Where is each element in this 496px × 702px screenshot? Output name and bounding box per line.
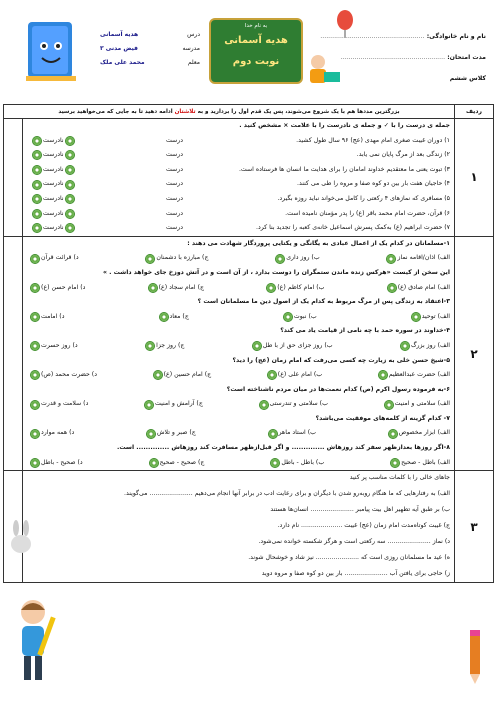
mc-option[interactable] — [260, 397, 328, 412]
gear-icon — [31, 255, 39, 263]
true-label: درست — [165, 180, 183, 188]
exam-title: هدیه آسمانی — [224, 35, 288, 46]
true-label: درست — [165, 136, 183, 144]
true-option[interactable] — [166, 192, 183, 207]
false-label: نادرست — [43, 151, 64, 159]
mc-option[interactable] — [385, 397, 450, 412]
true-option[interactable] — [166, 207, 183, 222]
mc-option-label: ب) نبوت — [293, 312, 317, 320]
true-label: درست — [165, 224, 183, 232]
fill-blank-item[interactable]: د) نماز ...................... سه رکعتی است و هرگز شکسته خوانده نمی‌شود. — [258, 537, 450, 545]
mc-option[interactable] — [267, 281, 324, 296]
class-label: کلاس ششم — [449, 75, 486, 82]
gear-icon — [31, 342, 39, 350]
mc-option-label: ب) باطل - باطل — [281, 458, 325, 466]
tf-statement: ۷) حضرت ابراهیم (ع) به‌کمک پسرش اسماعیل خانه‌ی کعبه را تجدید بنا کرد. — [256, 224, 450, 232]
mc-option-label: ج) صحیح - صحیح — [159, 458, 205, 466]
tf-options — [23, 134, 183, 149]
fill-blank-item[interactable]: ز) حاجی برای یافتن آب ...................... بار بین دو کوه صفا و مروه دوید — [261, 569, 450, 577]
gear-icon — [33, 166, 41, 174]
false-label: نادرست — [43, 224, 64, 232]
table-header — [4, 105, 493, 119]
mc-options — [23, 397, 454, 412]
mc-option-label: د) همه موارد — [41, 429, 75, 437]
tf-statement: ۳) تبوت یعنی ما معتقدیم خداوند امامان را برای هدایت ما انسان ها فرستاده است. — [238, 165, 450, 173]
gear-icon — [33, 181, 41, 189]
mc-option-label: ج) معاد — [169, 312, 189, 320]
mc-option[interactable] — [269, 426, 316, 441]
mc-option[interactable] — [379, 368, 450, 383]
duration-label: مدت امتحان: — [447, 54, 486, 61]
mc-option[interactable] — [31, 281, 85, 296]
instructions — [4, 109, 454, 115]
mc-option[interactable] — [271, 456, 324, 471]
mc-option[interactable] — [160, 310, 189, 325]
mc-question: ۶-به فرموده رسول اکرم (ص) کدام نعمت‌ها در میان مردم ناشناخته است؟ — [226, 385, 450, 393]
false-option[interactable] — [33, 192, 74, 207]
mc-question: ۷- کدام گزینه از کلمه‌های موفقیت می‌باشد؟ — [315, 414, 450, 422]
duration-field[interactable]: ..................................................... — [340, 54, 446, 61]
gear-icon — [271, 459, 279, 467]
true-label: درست — [165, 209, 183, 217]
fill-blank-item[interactable]: ج) غیبت کوتاه‌مدت امام زمان (عج) غیبت ..................... نام دارد. — [277, 521, 450, 529]
mc-option-label: د) قرائت قرآن — [41, 254, 79, 262]
gear-icon — [31, 371, 39, 379]
instructions-highlight: تلاشتان — [174, 108, 196, 115]
gear-icon — [33, 137, 41, 145]
mc-options — [23, 251, 454, 266]
section-3 — [4, 471, 493, 582]
mc-option-label: ب) روز جزای حق از با طل — [262, 341, 333, 349]
tf-item — [23, 177, 454, 192]
mc-option[interactable] — [154, 368, 212, 383]
instructions-part-b: ادامه دهید تا به جایی که می‌خواهید برسید — [58, 108, 173, 115]
tf-options — [23, 192, 183, 207]
mc-option-label: ب) روز داری — [286, 254, 320, 262]
gear-icon — [146, 255, 154, 263]
mc-options — [23, 368, 454, 383]
gear-icon — [66, 210, 74, 218]
tf-statement: ۶) قرآن، حضرت امام محمد باقر (ع) را پدر مؤمنان نامیده است. — [285, 209, 450, 217]
mc-option[interactable] — [391, 456, 450, 471]
tf-options — [23, 221, 183, 236]
false-label: نادرست — [43, 180, 64, 188]
gear-icon — [389, 430, 397, 438]
false-option[interactable] — [33, 148, 74, 163]
mc-option[interactable] — [387, 251, 450, 266]
bismillah: به نام خدا — [244, 23, 268, 29]
true-label: درست — [165, 165, 183, 173]
gear-icon — [149, 284, 157, 292]
gear-icon — [66, 195, 74, 203]
mc-option[interactable] — [401, 339, 450, 354]
tf-item — [23, 221, 454, 236]
section-1 — [4, 119, 493, 237]
gear-icon — [66, 137, 74, 145]
mc-option-label: الف) ابزار مخصوص — [398, 429, 450, 437]
mc-option-label: ج) صبر و تلاش — [156, 429, 196, 437]
mc-question: ۳-اعتقاد به زندگی پس از مرگ مربوط به کدام یک از اصول دین ما مسلمانان است ؟ — [197, 298, 450, 306]
tf-item — [23, 163, 454, 178]
mc-options — [23, 281, 454, 296]
true-label: درست — [165, 151, 183, 159]
mc-option-label: ب) امام کاظم (ع) — [277, 283, 325, 291]
mc-option-label: الف) امام صادق (ع) — [397, 283, 450, 291]
gear-icon — [33, 151, 41, 159]
true-label: درست — [165, 194, 183, 202]
mc-question: ۴-خداوند در سوره حمد با چه نامی از قیامت یاد می کند؟ — [280, 327, 450, 335]
gear-icon — [154, 371, 162, 379]
mc-option[interactable] — [31, 426, 74, 441]
gear-icon — [391, 459, 399, 467]
fill-blank-item[interactable]: الف) به رفتارهایی که ما هنگام روبه‌رو شدن با دیگران و برای رعایت ادب در برابر آنها انجام می‌دهیم ...................... می‌گویند. — [124, 489, 450, 497]
section-heading: جاهای خالی را با کلمات مناسب پر کنید — [349, 474, 450, 482]
gear-icon — [33, 224, 41, 232]
mc-option[interactable] — [150, 456, 205, 471]
mc-option[interactable] — [149, 281, 204, 296]
false-option[interactable] — [33, 134, 74, 149]
mc-option[interactable] — [31, 368, 97, 383]
mc-option-label: د) امام حسن (ع) — [41, 283, 86, 291]
mc-question: ۵-شیخ حسن خلی به زیارت چه کسی می‌رفت که امام زمان (عج) را دید؟ — [232, 356, 450, 364]
tf-options — [23, 207, 183, 222]
mc-options — [23, 339, 454, 354]
section-number: ۲ — [454, 237, 493, 471]
tf-statement: ۱) دوران غیبت صغری امام مهدی (عج) ۹۶ سال طول کشید. — [296, 136, 450, 144]
mc-option-label: الف) باطل - صحیح — [401, 458, 450, 466]
gear-icon — [412, 313, 420, 321]
mc-option-label: ب) امام علی (ع) — [277, 371, 323, 379]
kid-pencil-icon — [8, 596, 58, 686]
pencil-icon — [460, 626, 490, 686]
section-2 — [4, 237, 493, 472]
section-number: ۳ — [454, 471, 493, 582]
mc-option-label: ج) امام حسین (ع) — [163, 371, 212, 379]
gear-icon — [33, 195, 41, 203]
gear-icon — [253, 342, 261, 350]
tf-statement: ۲) زندگی بعد از مرگ پایان نمی یابد. — [356, 151, 450, 159]
fill-blank-item[interactable]: ه) عید ما مسلمانان روزی است که ...................... نیز شاد و خوشحال شوند. — [248, 553, 450, 561]
false-option[interactable] — [33, 177, 74, 192]
gear-icon — [66, 151, 74, 159]
false-label: نادرست — [43, 209, 64, 217]
mc-option[interactable] — [31, 339, 78, 354]
gear-icon — [150, 459, 158, 467]
mc-option[interactable] — [31, 397, 88, 412]
mc-option[interactable] — [146, 339, 184, 354]
mc-option-label: الف) حضرت عبدالعظیم — [388, 371, 450, 379]
mc-option[interactable] — [31, 251, 79, 266]
gear-icon — [160, 313, 168, 321]
mc-option[interactable] — [284, 310, 317, 325]
mc-option-label: د) امامت — [41, 312, 65, 320]
mc-option-label: د) حضرت محمد (ص) — [41, 371, 97, 379]
false-label: نادرست — [43, 165, 64, 173]
mc-option-label: د) سلامت و قدرت — [41, 400, 89, 408]
gear-icon — [66, 166, 74, 174]
mc-option-label: د) صحیح - باطل — [41, 458, 83, 466]
mc-option-label: الف) روز بزرگ — [411, 341, 450, 349]
mc-options — [23, 310, 454, 325]
true-option[interactable] — [166, 148, 183, 163]
gear-icon — [147, 430, 155, 438]
section-1-body — [23, 119, 454, 236]
mc-option[interactable] — [412, 310, 450, 325]
mc-option[interactable] — [276, 251, 319, 266]
gear-icon — [146, 342, 154, 350]
reading-kid-icon — [304, 52, 344, 88]
school-label: مدرسه — [182, 45, 200, 52]
header — [4, 4, 492, 92]
gear-icon — [267, 284, 275, 292]
true-option[interactable] — [166, 221, 183, 236]
subject-value: هدیه آسمانی — [100, 31, 139, 38]
mc-option[interactable] — [253, 339, 333, 354]
subject-label: درس — [187, 31, 200, 38]
mc-option-label: ج) امام سجاد (ع) — [158, 283, 205, 291]
false-label: نادرست — [43, 194, 64, 202]
gear-icon — [31, 459, 39, 467]
false-option[interactable] — [33, 163, 74, 178]
false-option[interactable] — [33, 221, 74, 236]
tf-options — [23, 163, 183, 178]
gear-icon — [66, 181, 74, 189]
gear-icon — [260, 401, 268, 409]
mc-option-label: الف) توحید — [421, 312, 450, 320]
mc-option-label: د) روز حسرت — [41, 341, 78, 349]
section-number: ۱ — [454, 119, 493, 236]
gear-icon — [31, 284, 39, 292]
mc-option[interactable] — [388, 281, 450, 296]
tf-item — [23, 192, 454, 207]
section-2-body — [23, 237, 454, 471]
name-label: نام و نام خانوادگی: — [426, 33, 486, 40]
student-fields — [320, 26, 486, 89]
mc-option[interactable] — [31, 456, 83, 471]
true-option[interactable] — [166, 163, 183, 178]
mc-option[interactable] — [31, 310, 64, 325]
book-icon — [22, 18, 80, 84]
tf-options — [23, 148, 183, 163]
mc-option[interactable] — [268, 368, 322, 383]
mc-option-label: ج) مبارزه با دشمنان — [156, 254, 209, 262]
name-field[interactable]: ..................................................... — [320, 33, 425, 40]
tf-statement: ۴) حاجیان هفت بار بین دو کوه صفا و مروه را طی می کنند. — [296, 180, 450, 188]
gear-icon — [268, 371, 276, 379]
teacher-label: معلم — [187, 59, 200, 66]
mc-option-label: ج) آرامش و امنیت — [155, 400, 203, 408]
row-column-label: ردیف — [454, 105, 493, 118]
tf-options — [23, 177, 183, 192]
gear-icon — [401, 342, 409, 350]
tf-statement: ۵) مسافری که نمازهای ۴ رکعتی را کامل می‌خواند نباید روزه بگیرد. — [277, 194, 450, 202]
gear-icon — [284, 313, 292, 321]
mc-option-label: الف) سلامتی و امنیت — [394, 400, 450, 408]
gear-icon — [385, 401, 393, 409]
gear-icon — [387, 255, 395, 263]
gear-icon — [145, 401, 153, 409]
gear-icon — [31, 430, 39, 438]
mc-options — [23, 426, 454, 441]
exam-meta — [100, 28, 200, 70]
gear-icon — [269, 430, 277, 438]
tf-item — [23, 134, 454, 149]
gear-icon — [31, 313, 39, 321]
score-cell[interactable] — [4, 119, 23, 236]
mc-option[interactable] — [145, 397, 203, 412]
score-cell[interactable] — [4, 237, 23, 471]
mc-question: ۱-مسلمانان در کدام یک از اعمال عبادی به یگانگی و یکتایی پروردگار شهادت می دهند : — [187, 239, 450, 247]
exam-table — [3, 104, 494, 583]
mc-option[interactable] — [389, 426, 450, 441]
gear-icon — [276, 255, 284, 263]
school-value: فیض مدنی ۳ — [100, 45, 138, 52]
teacher-value: محمد علی ملک — [100, 59, 145, 66]
tf-item — [23, 207, 454, 222]
section-heading: جمله ی درست را با ✓ و جمله ی نادرست را با علامت × مشخص کنید . — [239, 122, 450, 129]
gear-icon — [66, 224, 74, 232]
true-option[interactable] — [166, 177, 183, 192]
mc-option[interactable] — [147, 426, 196, 441]
false-label: نادرست — [43, 136, 64, 144]
tf-item — [23, 148, 454, 163]
rabbit-icon — [6, 520, 36, 554]
mc-option-label: ب) سلامتی و تندرستی — [269, 400, 328, 408]
exam-term: نوبت دوم — [232, 56, 280, 67]
mc-options — [23, 456, 454, 471]
title-banner — [209, 18, 303, 84]
mc-option-label: الف) اذان/اقامه نماز — [397, 254, 450, 262]
true-option[interactable] — [166, 134, 183, 149]
mc-option-label: ج) روز جزا — [156, 341, 185, 349]
gear-icon — [379, 371, 387, 379]
section-3-body — [23, 471, 454, 582]
false-option[interactable] — [33, 207, 74, 222]
mc-option[interactable] — [146, 251, 208, 266]
instructions-part-a: بزرگترین مددها هم با یک شروع می‌شوند، پس یک قدم اول را بردارید و به — [197, 108, 400, 115]
mc-question: این سخن از کیست «هرکس زنده ماندن ستمگران را دوست بدارد ، از آن است و در آتش دوزخ جای خواهد داشت . » — [102, 268, 450, 276]
gear-icon — [31, 401, 39, 409]
gear-icon — [388, 284, 396, 292]
fill-blank-item[interactable]: ب) بر طبق آیه تطهیر اهل بیت پیامبر ...................... انسان‌ها هستند — [270, 505, 450, 513]
mc-option-label: ب) استاد ماهر — [278, 429, 316, 437]
gear-icon — [33, 210, 41, 218]
mc-question: ۸-اگر روزها بعدازظهر سفر کند روزهاش .............. و اگر قبل‌ازظهر مسافرت کند روزهاش .............. است. — [117, 444, 450, 452]
